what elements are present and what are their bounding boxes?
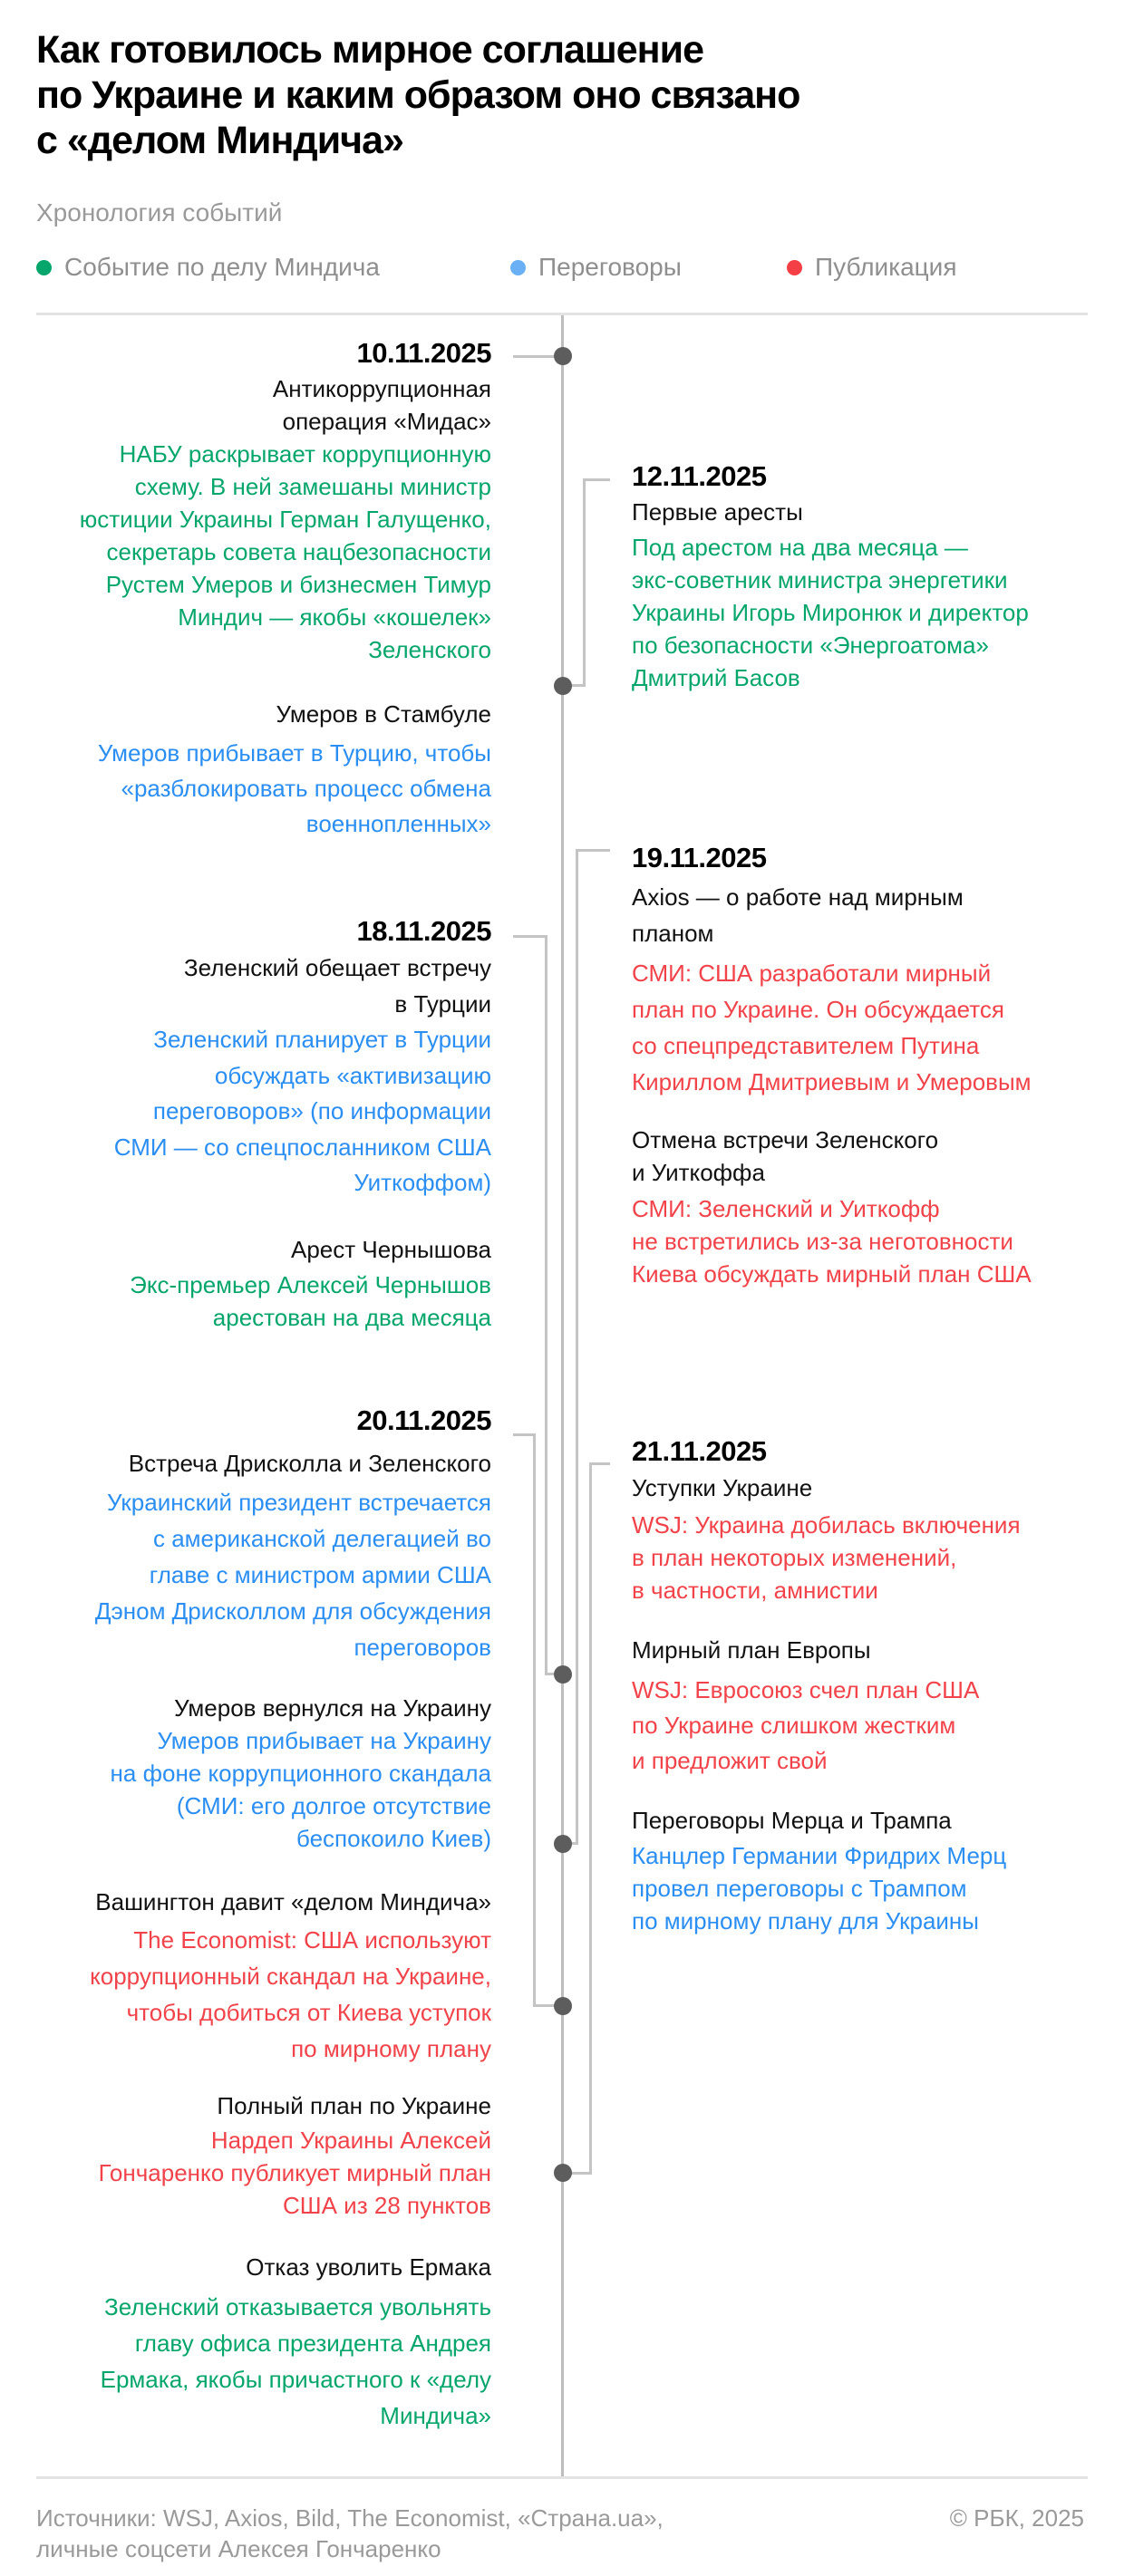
event-text-line: обсуждать «активизацию [214,1061,491,1089]
event-text-line: юстиции Украины Герман Галущенко, [79,506,491,533]
event-title-line: операция «Мидас» [282,408,491,435]
event-text-line: переговоров [354,1634,491,1661]
event-title: Вашингтон давит «делом Миндича» [95,1888,491,1915]
event-text-line: беспокоило Киев) [296,1825,491,1852]
event-text [90,1922,491,2067]
event-title-line: Зеленский обещает встречу [183,954,491,981]
event-text-line: по мирному плану [291,2035,491,2062]
sources-line: Источники: WSJ, Axios, Bild, The Economist, «Страна.ua», [36,2504,664,2532]
event-date: 21.11.2025 [632,1435,767,1467]
event-text-line: США из 28 пунктов [283,2192,491,2219]
event-umerov-istanbul [98,697,491,842]
event-text [99,2124,491,2222]
event-text-line: с американской делегацией во [152,1525,491,1552]
bracket-1211-top [583,478,610,481]
event-text-line: Умеров прибывает на Украину [157,1727,491,1754]
legend-item-publication [787,252,956,283]
event-text-line: секретарь совета нацбезопасности [106,538,491,565]
event-text-line: The Economist: США используют [133,1926,491,1954]
event-text [632,1673,979,1779]
event-title-line: и Уиткоффа [632,1159,765,1186]
bracket-2011-top [513,1433,535,1436]
event-text-line: главу офиса президента Андрея [134,2330,491,2357]
event-text-line: провел переговоры с Трампом [632,1875,967,1902]
event-text-line: (СМИ: его долгое отсутствие [176,1792,491,1819]
bracket-1911-top [576,849,610,852]
event-yermak-refusal [101,2249,491,2434]
event-text [130,1269,491,1334]
event-text [98,736,491,842]
event-text [114,1022,491,1201]
event-text-line: и предложит свой [632,1747,828,1774]
date-group-1911 [632,841,1032,1100]
event-title [632,879,1032,951]
event-text-line: Канцлер Германии Фридрих Мерц [632,1842,1007,1869]
event-title-line: Axios — о работе над мирным [632,883,964,911]
timeline-dot-2011 [554,1997,572,2015]
timeline-dot-2111 [554,2164,572,2182]
event-text-line: СМИ — со спецпосланником США [113,1133,491,1161]
event-text-line: Киева обсуждать мирный план США [632,1260,1032,1288]
event-text-line: Уиткоффом) [354,1169,491,1196]
event-text-line: WSJ: Украина добилась включения [632,1511,1021,1539]
event-text [632,955,1032,1100]
event-title: Арест Чернышова [291,1236,491,1263]
event-title: Умеров в Стамбуле [276,700,491,728]
event-text-line: СМИ: США разработали мирный [632,960,992,987]
event-text-line: «разблокировать процесс обмена [121,775,491,802]
event-text [80,438,491,666]
event-europe-plan [632,1633,979,1779]
event-text-line: Ермака, якобы причастного к «делу [100,2366,491,2393]
event-full-plan [99,2089,491,2222]
timeline-dot-1911 [554,1835,572,1853]
timeline-dot-1811 [554,1665,572,1684]
legend-item-mindich [36,252,380,283]
legend-dot-blue-icon [510,260,526,275]
date-group-1011 [80,336,491,666]
event-text [632,1192,1032,1290]
event-text-line: Под арестом на два месяца — [632,534,968,561]
event-chernyshov-arrest [130,1233,491,1334]
event-title-line: в Турции [394,990,491,1018]
bracket-1911-side [576,849,578,1845]
event-text [632,1839,1006,1937]
event-text-line: WSJ: Евросоюз счел план США [632,1676,980,1703]
event-text-line: Украины Игорь Миронюк и директор [632,599,1029,626]
event-text-line: Нардеп Украины Алексей [210,2127,491,2154]
event-text-line: НАБУ раскрывает коррупционную [119,440,491,468]
subtitle: Хронология событий [36,198,283,227]
event-text-line: главе с министром армии США [149,1561,491,1588]
legend-dot-red-icon [787,260,802,275]
timeline-dot-1011 [554,347,572,365]
bracket-2111-side [589,1462,592,2175]
event-title-line: Отмена встречи Зеленского [632,1126,939,1153]
event-title: Встреча Дрисколла и Зеленского [128,1450,491,1477]
event-title: Переговоры Мерца и Трампа [632,1807,952,1834]
event-text-line: Кириллом Дмитриевым и Умеровым [632,1068,1032,1095]
bracket-2111-top [589,1462,610,1465]
event-text-line: Дмитрий Басов [632,664,800,691]
event-title: Полный план по Украине [217,2092,491,2119]
timeline-dot-1211 [554,677,572,695]
event-text-line: военнопленных» [305,810,491,837]
event-text-line: Миндич — якобы «кошелек» [178,603,491,631]
event-date: 12.11.2025 [632,460,767,492]
date-group-2111 [632,1434,1021,1606]
event-title: Мирный план Европы [632,1636,871,1664]
event-washington-pressure [90,1884,491,2067]
event-merz-trump [632,1804,1006,1937]
sources [36,2503,664,2564]
bracket-1211-side [583,478,586,687]
timeline-axis [561,315,564,2477]
sources-line: личные соцсети Алексея Гончаренко [36,2535,441,2562]
event-title-line: Антикоррупционная [272,375,491,402]
event-text-line: Миндича» [380,2402,491,2429]
event-text-line: по безопасности «Энергоатома» [632,632,989,659]
event-text [111,1724,491,1855]
event-text-line: схему. В ней замешаны министр [134,473,491,500]
event-title: Первые аресты [632,498,803,526]
event-date: 20.11.2025 [356,1404,491,1436]
legend-label: Событие по делу Миндича [64,253,380,281]
event-text [101,2289,491,2434]
event-date: 19.11.2025 [632,842,767,873]
legend-item-negotiations [510,252,682,283]
date-group-2011 [95,1404,491,1665]
event-text-line: Рустем Умеров и бизнесмен Тимур [105,571,491,598]
copyright: © РБК, 2025 [949,2504,1084,2532]
event-text-line: в план некоторых изменений, [632,1544,957,1571]
event-text-line: по Украине слишком жестким [632,1712,956,1739]
event-text-line: не встретились из-за неготовности [632,1228,1013,1255]
title-line: Как готовилось мирное соглашение [36,28,703,72]
event-text-line: в частности, амнистии [632,1577,878,1604]
date-group-1211 [632,459,1029,694]
event-title: Отказ уволить Ермака [246,2253,491,2281]
event-text-line: со спецпредставителем Путина [632,1032,980,1059]
event-date: 18.11.2025 [356,915,491,947]
title-line: с «делом Миндича» [36,119,403,162]
event-title [80,372,491,438]
event-text-line: Зеленский планирует в Турции [153,1026,491,1053]
event-title: Уступки Украине [632,1474,813,1501]
event-text-line: на фоне коррупционного скандала [110,1760,491,1787]
event-text [632,1509,1021,1606]
legend-label: Публикация [815,253,957,281]
event-title [632,1124,1032,1189]
page-title [36,27,1079,163]
event-text-line: Зеленского [368,636,491,663]
event-text-line: переговоров» (по информации [152,1097,491,1124]
title-line: по Украине и каким образом оно связано [36,73,800,117]
event-text-line: Зеленский отказывается увольнять [104,2293,491,2320]
bracket-1811-side [545,935,547,1675]
date-group-1811 [114,914,491,1201]
legend-label: Переговоры [538,253,682,281]
event-text-line: СМИ: Зеленский и Уиткофф [632,1195,940,1222]
event-text-line: Дэном Дрисколлом для обсуждения [94,1597,491,1625]
event-text-line: коррупционный скандал на Украине, [90,1963,491,1990]
bracket-1811-top [513,935,547,938]
legend-dot-green-icon [36,260,52,275]
event-text [95,1484,491,1665]
event-text-line: по мирному плану для Украины [632,1907,979,1934]
event-text [632,531,1029,694]
event-text-line: Украинский президент встречается [107,1489,491,1516]
event-date: 10.11.2025 [356,337,491,369]
event-text-line: экс-советник министра энергетики [632,566,1008,593]
event-text-line: чтобы добиться от Киева уступок [126,1999,491,2026]
event-umerov-returned [111,1692,491,1855]
event-text-line: план по Украине. Он обсуждается [632,996,1004,1023]
event-text-line: арестован на два месяца [212,1304,491,1331]
event-text-line: Экс-премьер Алексей Чернышов [130,1271,491,1298]
event-title-line: планом [632,920,714,947]
event-meeting-cancel [632,1124,1032,1290]
event-text-line: Умеров прибывает в Турцию, чтобы [97,739,491,767]
event-title [114,950,491,1022]
bracket-2011-side [533,1433,536,2007]
event-title: Умеров вернулся на Украину [174,1694,491,1722]
event-text-line: Гончаренко публикует мирный план [98,2159,491,2186]
bottom-divider [36,2476,1088,2479]
